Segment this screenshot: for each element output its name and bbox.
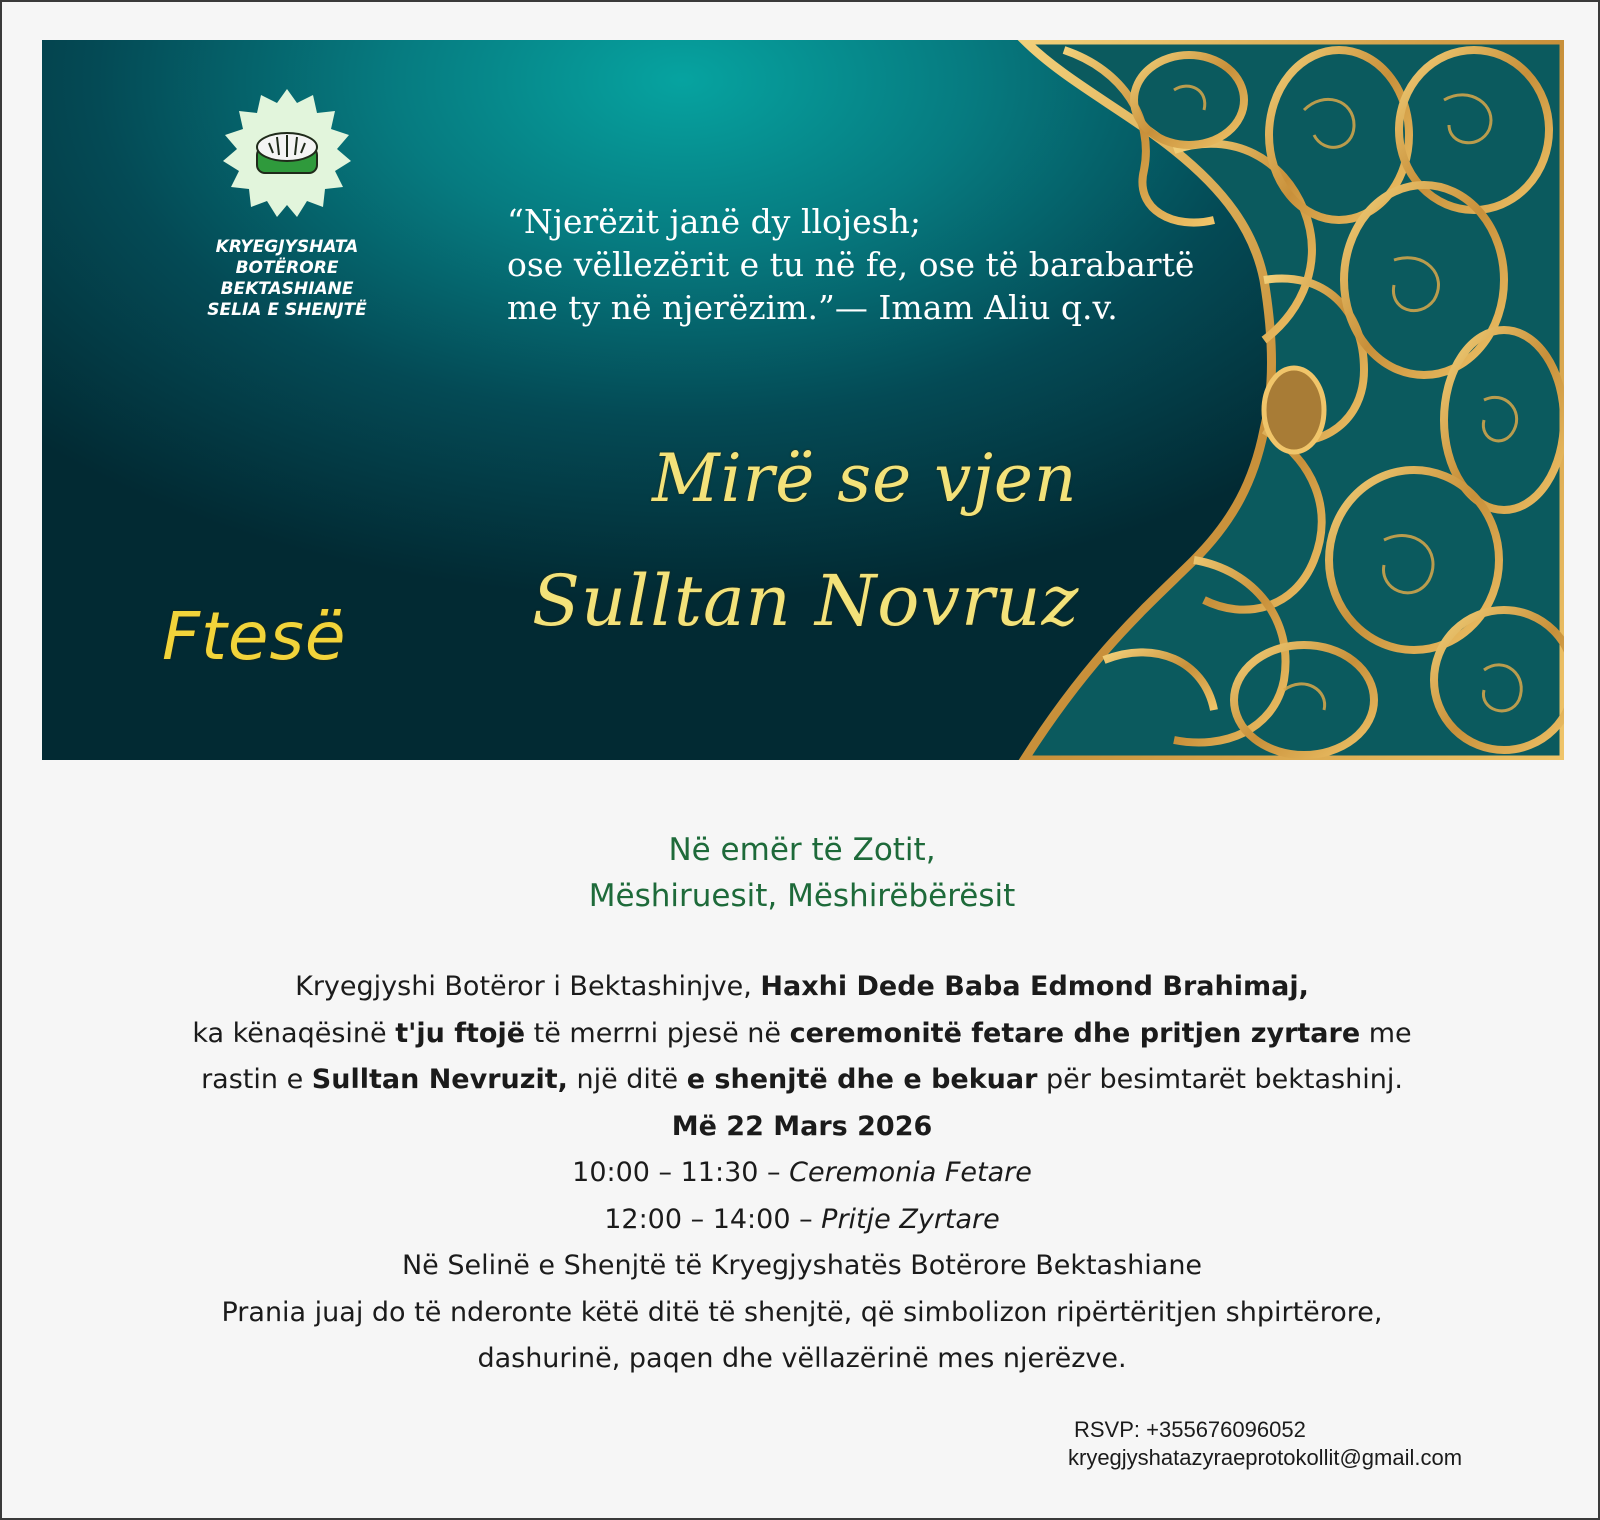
bektashi-emblem-icon	[217, 85, 357, 225]
event-title: Sulltan Novruz	[532, 560, 1080, 642]
invitation-label: Ftesë	[162, 598, 347, 675]
quote	[507, 200, 1227, 329]
venue: Në Selinë e Shenjtë të Kryegjyshatës Botërore Bektashiane	[401, 1250, 1203, 1281]
rsvp-phone: RSVP: +355676096052	[1074, 1417, 1306, 1442]
emphasis: t'ju ftojë	[395, 1017, 526, 1049]
rsvp-email[interactable]: kryegjyshatazyraeprotokollit@gmail.com	[1068, 1445, 1463, 1470]
quote-line-3: me ty në njerëzim.”— Imam Aliu q.v.	[507, 288, 1118, 327]
text: një ditë	[567, 1064, 687, 1095]
time: 12:00 – 14:00 –	[604, 1203, 822, 1235]
emphasis: Sulltan Nevruzit,	[311, 1064, 568, 1095]
text: për besimtarët bektashinj.	[1037, 1064, 1403, 1095]
logo-line-2: BOTËRORE BEKTASHIANE	[220, 258, 354, 299]
text: ka kënaqësinë	[192, 1017, 396, 1049]
invitation-line-1	[2, 964, 1600, 1011]
greeting	[2, 827, 1600, 919]
date-text: Më 22 Mars 2026	[671, 1110, 933, 1142]
closing-line-1: Prania juaj do të nderonte këtë ditë të shenjtë, që simbolizon ripërtëritjen shpirtërore,	[221, 1296, 1383, 1328]
text: rastin e	[201, 1064, 312, 1095]
invitation-line-2	[2, 1011, 1600, 1058]
logo-text	[172, 237, 402, 321]
emphasis: e shenjtë dhe e bekuar	[686, 1064, 1038, 1095]
invitation-body	[2, 964, 1600, 1383]
closing-line-2: dashurinë, paqen dhe vëllazërinë mes njerëzve.	[477, 1343, 1127, 1374]
greeting-line-1: Në emër të Zotit,	[668, 832, 936, 868]
event-date	[2, 1104, 1600, 1151]
rsvp	[1068, 1416, 1588, 1472]
text: të merrni pjesë në	[525, 1017, 790, 1049]
quote-line-1: “Njerëzit janë dy llojesh;	[507, 202, 921, 241]
welcome-heading: Mirë se vjen	[652, 440, 1078, 517]
event-name: Pritje Zyrtare	[821, 1203, 1000, 1235]
banner	[42, 40, 1564, 760]
host-name: Haxhi Dede Baba Edmond Brahimaj,	[760, 971, 1309, 1002]
emphasis: ceremonitë fetare dhe pritjen zyrtare	[789, 1017, 1361, 1049]
medallion-icon	[1264, 368, 1324, 452]
quote-line-2: ose vëllezërit e tu në fe, ose të barabartë	[507, 245, 1195, 284]
schedule-item-2	[2, 1197, 1600, 1244]
logo-line-3: SELIA E SHENJTË	[207, 300, 367, 320]
logo-line-1: KRYEGJYSHATA	[215, 237, 359, 257]
schedule-item-1	[2, 1150, 1600, 1197]
invitation-line-3	[2, 1057, 1600, 1104]
time: 10:00 – 11:30 –	[572, 1157, 790, 1188]
greeting-line-2: Mëshiruesit, Mëshirëbërësit	[588, 878, 1016, 914]
event-name: Ceremonia Fetare	[789, 1157, 1032, 1188]
arabesque-ornament	[1004, 40, 1564, 760]
text: me	[1360, 1017, 1412, 1049]
logo	[172, 85, 402, 320]
text: Kryegjyshi Botëror i Bektashinjve,	[295, 971, 761, 1002]
